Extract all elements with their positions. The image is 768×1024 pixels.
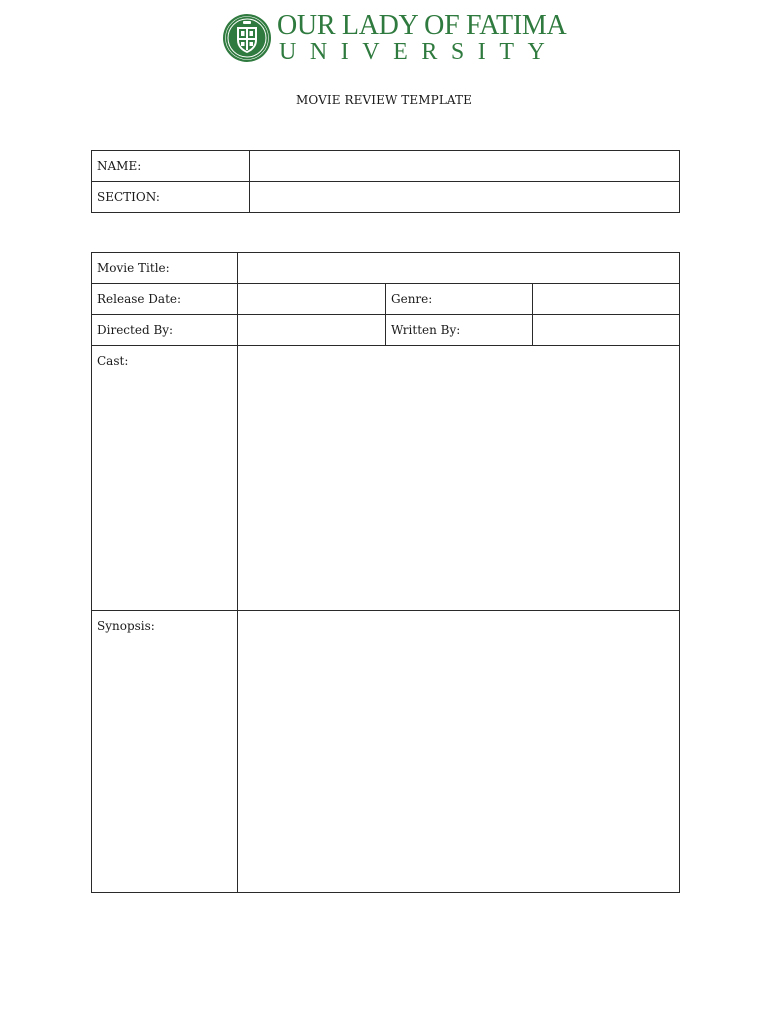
- section-field[interactable]: [250, 182, 680, 213]
- release-date-label: Release Date:: [92, 284, 238, 315]
- cast-row: [92, 346, 680, 611]
- name-field[interactable]: [250, 151, 680, 182]
- directed-by-label: Directed By:: [92, 315, 238, 346]
- university-seal-icon: [222, 13, 272, 63]
- university-name-line2: [279, 40, 545, 64]
- student-info-table: [91, 150, 680, 213]
- university-name-letter: I: [340, 39, 349, 65]
- movie-info-table: [91, 252, 680, 893]
- genre-label: Genre:: [386, 284, 533, 315]
- synopsis-row: [92, 611, 680, 893]
- section-row: [92, 182, 680, 213]
- directed-by-field[interactable]: [238, 315, 386, 346]
- university-name-letter: U: [279, 39, 297, 65]
- university-name-letter: I: [477, 39, 486, 65]
- release-genre-row: [92, 284, 680, 315]
- university-header: [0, 10, 768, 70]
- movie-title-row: [92, 253, 680, 284]
- synopsis-field[interactable]: [238, 611, 680, 893]
- university-name-letter: S: [450, 39, 465, 65]
- synopsis-label: Synopsis:: [92, 611, 238, 893]
- name-label: NAME:: [92, 151, 250, 182]
- movie-title-field[interactable]: [238, 253, 680, 284]
- university-name-letter: R: [421, 39, 438, 65]
- cast-field[interactable]: [238, 346, 680, 611]
- release-date-field[interactable]: [238, 284, 386, 315]
- university-name-letter: N: [309, 39, 328, 65]
- director-writer-row: [92, 315, 680, 346]
- university-name-letter: T: [499, 39, 514, 65]
- written-by-field[interactable]: [533, 315, 680, 346]
- name-row: [92, 151, 680, 182]
- movie-title-label: Movie Title:: [92, 253, 238, 284]
- university-name-line1: OUR LADY OF FATIMA: [277, 10, 567, 41]
- genre-field[interactable]: [533, 284, 680, 315]
- university-name-letter: E: [393, 39, 408, 65]
- university-name-letter: V: [362, 39, 380, 65]
- section-label: SECTION:: [92, 182, 250, 213]
- document-title: MOVIE REVIEW TEMPLATE: [296, 93, 472, 107]
- written-by-label: Written By:: [386, 315, 533, 346]
- cast-label: Cast:: [92, 346, 238, 611]
- university-name-letter: Y: [527, 39, 545, 65]
